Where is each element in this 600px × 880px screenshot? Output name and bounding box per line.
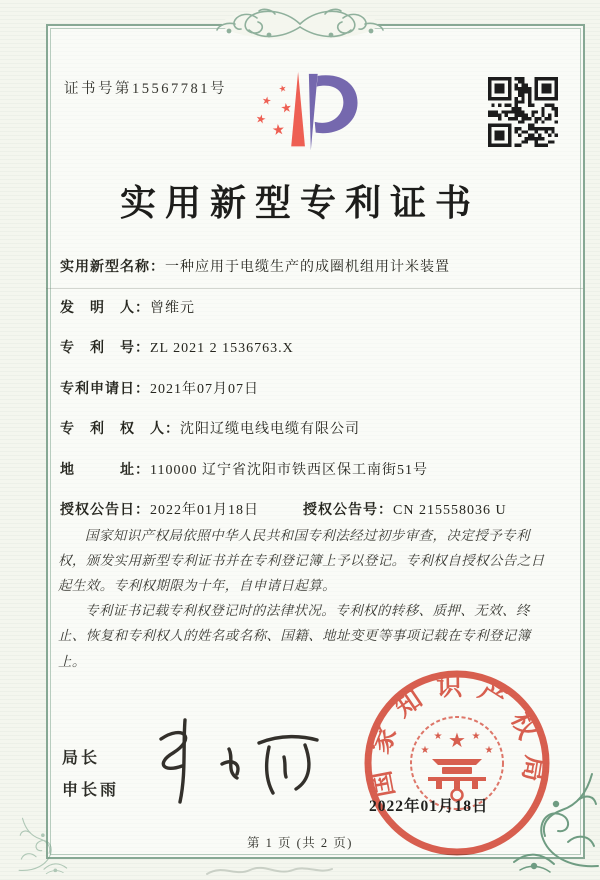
field-label: 专利申请日： xyxy=(60,381,150,397)
grant-number-label: 授权公告号： xyxy=(303,503,393,518)
field-value: 2021年07月07日 xyxy=(150,381,259,397)
svg-text:★: ★ xyxy=(260,94,273,108)
certificate-title: 实用新型专利证书 xyxy=(119,183,480,223)
logo-blue-bowl xyxy=(315,75,358,133)
handwritten-signature-icon xyxy=(133,712,338,810)
svg-text:★: ★ xyxy=(271,121,286,140)
field-label: 实用新型名称： xyxy=(60,260,165,275)
field-list xyxy=(60,256,555,540)
cnipa-logo-icon xyxy=(232,68,372,166)
field-value: 一种应用于电缆生产的成圈机组用计米装置 xyxy=(165,260,450,275)
legal-text xyxy=(58,523,555,674)
field-label: 专 利 号： xyxy=(60,341,150,356)
svg-text:★: ★ xyxy=(433,731,443,742)
svg-text:★: ★ xyxy=(484,745,494,756)
bleed-through-marks xyxy=(205,862,335,880)
qr-code-icon xyxy=(488,77,558,147)
logo-stars xyxy=(254,83,293,140)
field-row-filing-date xyxy=(60,378,555,419)
grant-date-label: 授权公告日： xyxy=(60,503,150,518)
legal-paragraph-1: 国家知识产权局依照中华人民共和国专利法经过初步审查，决定授予专利权，颁发实用新型专利证书并在专利登记簿上予以登记。专利权自授权公告之日起生效。专利权期限为十年，自申请日起算。 xyxy=(58,528,545,594)
field-value: ZL 2021 2 1536763.X xyxy=(150,341,294,356)
corner-flourish-icon xyxy=(508,770,600,876)
field-row-name xyxy=(60,256,555,297)
grant-date-pair xyxy=(60,503,259,518)
field-label: 专 利 权 人： xyxy=(60,422,180,437)
seal-text: 国家知识产权局 xyxy=(363,671,550,800)
field-value: 曾维元 xyxy=(150,300,195,316)
top-flourish-icon xyxy=(205,2,395,46)
svg-text:★: ★ xyxy=(254,111,268,127)
certificate-number: 证书号第15567781号 xyxy=(64,81,227,97)
grant-number-value: CN 215558036 U xyxy=(393,503,507,518)
field-value: 沈阳辽缆电线电缆有限公司 xyxy=(180,422,360,437)
legal-paragraph-2: 专利证书记载专利权登记时的法律状况。专利权的转移、质押、无效、终止、恢复和专利权人的姓名或名称、国籍、地址变更等事项记载在专利登记簿上。 xyxy=(58,603,531,669)
director-title: 局长 xyxy=(62,750,101,767)
page-number: 第 1 页 (共 2 页) xyxy=(247,836,353,850)
grant-number-pair xyxy=(303,499,507,519)
svg-text:★: ★ xyxy=(448,730,466,752)
field-label: 地 址： xyxy=(60,462,150,478)
logo-blue-bar xyxy=(309,74,318,150)
field-value: 110000 辽宁省沈阳市铁西区保工南街51号 xyxy=(150,462,428,478)
svg-text:★: ★ xyxy=(279,100,293,116)
field-row-patentee xyxy=(60,418,555,459)
field-row-patent-number xyxy=(60,337,555,378)
director-name: 申长雨 xyxy=(62,782,120,799)
seal-date: 2022年01月18日 xyxy=(369,798,489,815)
field-row-inventor xyxy=(60,297,555,338)
svg-text:★: ★ xyxy=(471,731,481,742)
field-row-address xyxy=(60,459,555,500)
svg-text:★: ★ xyxy=(420,745,430,756)
field-label: 发 明 人： xyxy=(60,300,150,316)
divider-line xyxy=(46,288,583,289)
grant-date-value: 2022年01月18日 xyxy=(150,503,259,518)
logo-red-wedge xyxy=(291,72,305,146)
svg-text:★: ★ xyxy=(277,82,288,95)
